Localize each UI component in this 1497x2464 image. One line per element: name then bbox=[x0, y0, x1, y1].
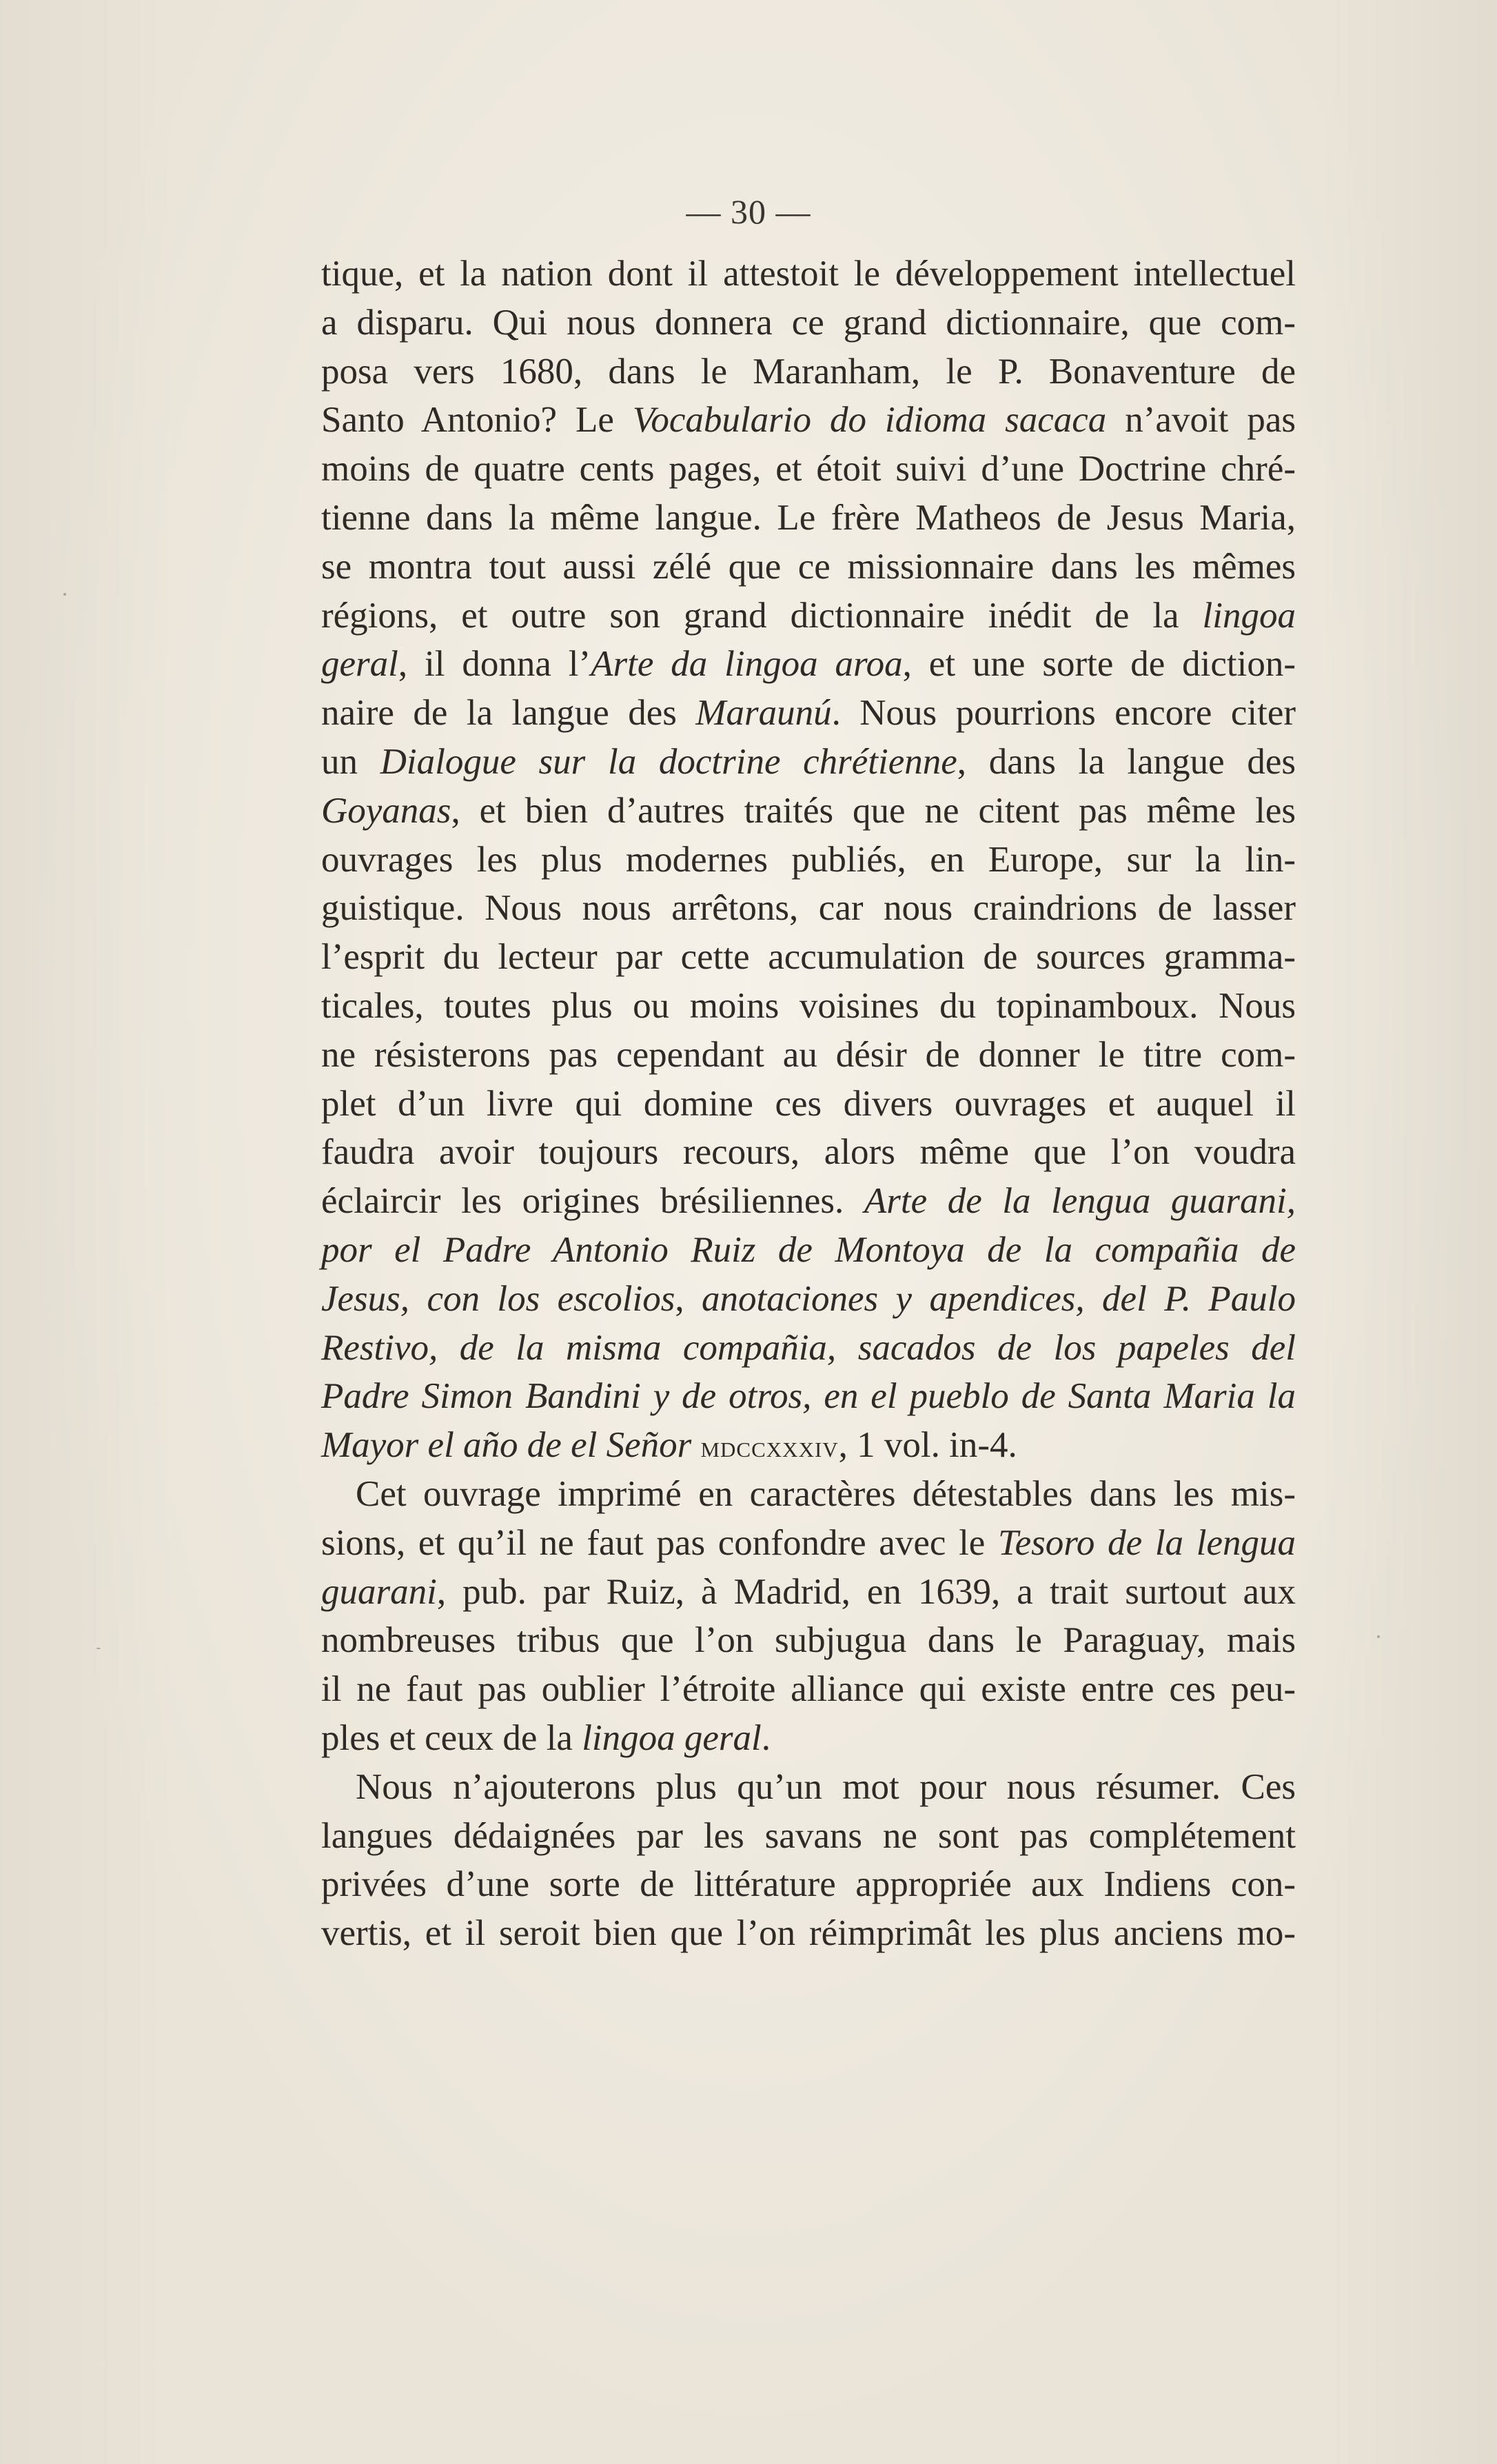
text-run: sions, et qu’il ne faut pas confondre avec le bbox=[321, 1522, 999, 1563]
text-line bbox=[321, 347, 1296, 396]
text-line bbox=[321, 1031, 1296, 1080]
text-line bbox=[321, 250, 1296, 299]
text-run: moins de quatre cents pages, et étoit suivi d’une Doctrine chré- bbox=[321, 449, 1296, 489]
text-run: , pub. par Ruiz, à Madrid, en 1639, a trait surtout aux bbox=[436, 1571, 1296, 1612]
paper-speck bbox=[96, 1648, 101, 1649]
text-line bbox=[321, 689, 1296, 738]
body-text bbox=[321, 250, 1296, 1958]
text-line bbox=[321, 836, 1296, 885]
text-line bbox=[321, 1177, 1296, 1226]
text-line bbox=[321, 543, 1296, 592]
text-line bbox=[321, 1714, 1296, 1763]
text-run: Santo Antonio? Le bbox=[321, 400, 633, 441]
italic-text: geral bbox=[321, 644, 398, 685]
paper-speck bbox=[63, 593, 66, 596]
text-run: il ne faut pas oublier l’étroite alliance qui existe entre ces peu- bbox=[321, 1669, 1296, 1710]
text-run: . bbox=[761, 1717, 771, 1758]
text-line bbox=[321, 592, 1296, 640]
text-run: naire de la langue des bbox=[321, 693, 696, 734]
italic-text: lingoa bbox=[1202, 595, 1296, 636]
text-run: , et bien d’autres traités que ne citent pas même les bbox=[451, 790, 1296, 831]
text-line bbox=[321, 1568, 1296, 1617]
text-line bbox=[321, 1226, 1296, 1275]
text-run: , dans la langue des bbox=[957, 741, 1296, 782]
text-line bbox=[321, 982, 1296, 1031]
italic-text: lingoa geral bbox=[582, 1717, 762, 1758]
text-run: l’esprit du lecteur par cette accumulation de sources gramma- bbox=[321, 937, 1296, 978]
text-line bbox=[321, 396, 1296, 445]
text-line bbox=[321, 1080, 1296, 1129]
text-line bbox=[321, 1470, 1296, 1519]
text-run: Nous n’ajouterons plus qu’un mot pour nous résumer. Ces bbox=[356, 1766, 1296, 1807]
small-caps-text: mdccxxxiv bbox=[700, 1430, 839, 1464]
text-run: vertis, et il seroit bien que l’on réimprimât les plus anciens mo- bbox=[321, 1913, 1296, 1954]
text-run: un bbox=[321, 741, 380, 782]
text-line bbox=[321, 787, 1296, 836]
text-run: nombreuses tribus que l’on subjugua dans le Paraguay, mais bbox=[321, 1620, 1296, 1661]
text-run: plet d’un livre qui domine ces divers ouvrages et auquel il bbox=[321, 1083, 1296, 1124]
italic-text: Vocabulario do idioma sacaca bbox=[632, 400, 1107, 441]
italic-text: Padre Simon Bandini y de otros, en el pueblo de Santa Maria la bbox=[321, 1376, 1296, 1417]
text-line bbox=[321, 1128, 1296, 1177]
text-run: guistique. Nous nous arrêtons, car nous craindrions de lasser bbox=[321, 888, 1296, 929]
italic-text: Mayor el año de el Señor bbox=[321, 1425, 701, 1466]
page-number: — 30 — bbox=[686, 192, 811, 231]
text-run: Cet ouvrage imprimé en caractères détestables dans les mis- bbox=[356, 1473, 1296, 1514]
paper-speck bbox=[1377, 1635, 1380, 1638]
text-run: , et une sorte de diction- bbox=[902, 644, 1296, 685]
italic-text: Arte da lingoa aroa bbox=[591, 644, 903, 685]
text-line bbox=[321, 1763, 1296, 1812]
text-run: posa vers 1680, dans le Maranham, le P. Bonaventure de bbox=[321, 351, 1296, 392]
text-line bbox=[321, 1616, 1296, 1665]
text-run: ouvrages les plus modernes publiés, en Europe, sur la lin- bbox=[321, 839, 1296, 880]
text-line bbox=[321, 933, 1296, 982]
italic-text: anotaciones y apendices, del P. Paulo bbox=[702, 1278, 1296, 1319]
text-run: tienne dans la même langue. Le frère Matheos de Jesus Maria, bbox=[321, 497, 1296, 538]
italic-text: Restivo, de la misma compañia, sacados de los papeles del bbox=[321, 1327, 1296, 1368]
italic-text: Maraunú bbox=[695, 693, 832, 734]
text-run: tique, et la nation dont il attestoit le développement intellectuel bbox=[321, 254, 1296, 294]
italic-text: Jesus, con los escolios bbox=[321, 1278, 675, 1319]
text-line bbox=[321, 1860, 1296, 1909]
italic-text: Arte de la lengua guarani, bbox=[864, 1181, 1296, 1222]
text-line bbox=[321, 1324, 1296, 1373]
text-line bbox=[321, 445, 1296, 494]
text-line bbox=[321, 1372, 1296, 1421]
text-run: a disparu. Qui nous donnera ce grand dictionnaire, que com- bbox=[321, 302, 1296, 343]
text-run: faudra avoir toujours recours, alors même que l’on voudra bbox=[321, 1132, 1296, 1173]
text-run: éclaircir les origines brésiliennes. bbox=[321, 1181, 864, 1222]
text-line bbox=[321, 1909, 1296, 1958]
italic-text: Dialogue sur la doctrine chrétienne bbox=[380, 741, 957, 782]
italic-text: Goyanas bbox=[321, 790, 451, 831]
text-run: ples et ceux de la bbox=[321, 1717, 582, 1758]
text-run: . Nous pourrions encore citer bbox=[831, 693, 1296, 734]
text-run: , il donna l’ bbox=[398, 644, 591, 685]
text-line bbox=[321, 1665, 1296, 1714]
text-run: n’avoit pas bbox=[1106, 400, 1296, 441]
italic-text: por el Padre Antonio Ruiz de Montoya de la compañia de bbox=[321, 1229, 1296, 1270]
text-line bbox=[321, 640, 1296, 689]
text-run: privées d’une sorte de littérature appropriée aux Indiens con- bbox=[321, 1864, 1296, 1905]
text-line bbox=[321, 1275, 1296, 1324]
text-run: langues dédaignées par les savans ne sont pas complétement bbox=[321, 1815, 1296, 1856]
text-line bbox=[321, 884, 1296, 933]
text-line bbox=[321, 738, 1296, 787]
text-line bbox=[321, 1812, 1296, 1861]
text-run: , bbox=[675, 1278, 702, 1319]
text-run: régions, et outre son grand dictionnaire inédit de la bbox=[321, 595, 1203, 636]
text-run: , 1 vol. in-4. bbox=[838, 1425, 1017, 1466]
text-run: ticales, toutes plus ou moins voisines du topinamboux. Nous bbox=[321, 985, 1296, 1026]
italic-text: Tesoro de la lengua bbox=[998, 1522, 1296, 1563]
text-run: ne résisterons pas cependant au désir de donner le titre com- bbox=[321, 1034, 1296, 1075]
text-run: se montra tout aussi zélé que ce missionnaire dans les mêmes bbox=[321, 546, 1296, 587]
text-line bbox=[321, 494, 1296, 543]
text-line bbox=[321, 1421, 1296, 1470]
text-line bbox=[321, 1519, 1296, 1568]
italic-text: guarani bbox=[321, 1571, 437, 1612]
text-line bbox=[321, 299, 1296, 347]
